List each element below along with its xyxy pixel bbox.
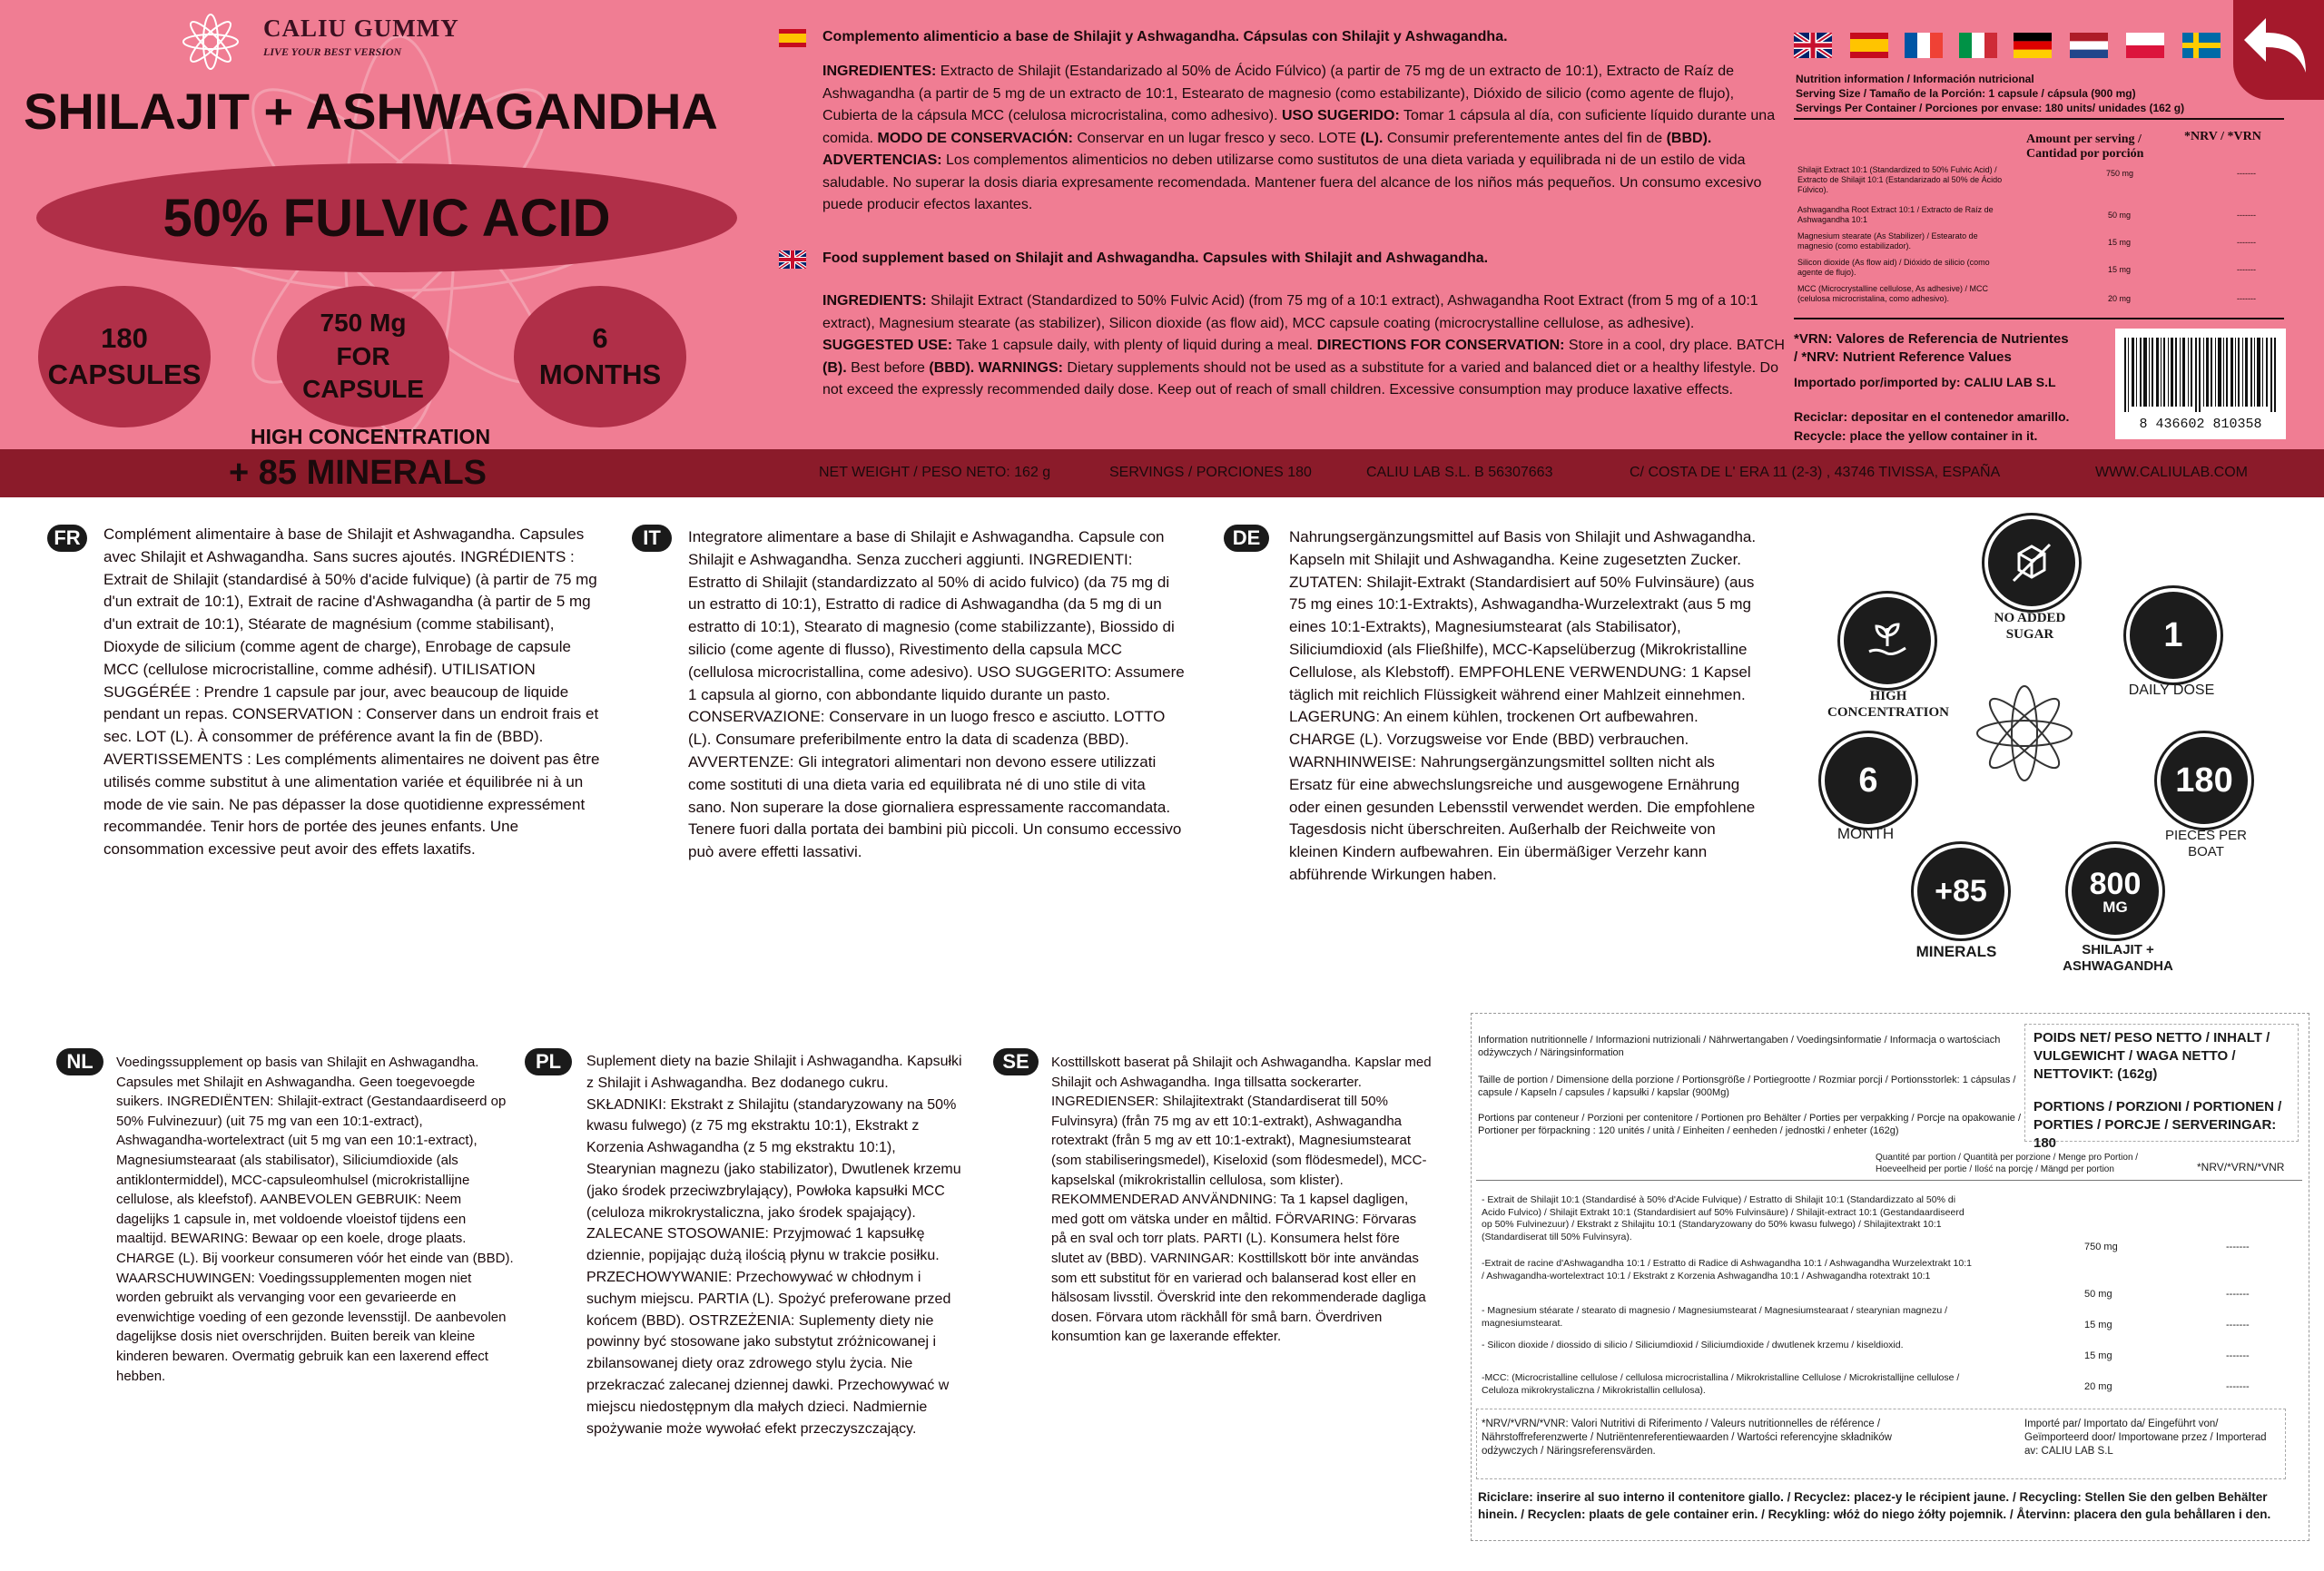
nutrition-row-name: Silicon dioxide (As flow aid) / Dióxido de silicio (como agente de flujo). (1797, 258, 1990, 277)
pieces-badge (2157, 733, 2251, 828)
capsules-badge (38, 286, 211, 427)
badge-value: 180 (101, 321, 148, 354)
minerals-value: +85 (1935, 873, 1987, 908)
en-text: Best before (851, 359, 925, 376)
vrn-line: / *NRV: Nutrient Reference Values (1794, 349, 2012, 365)
badge-value: 750 Mg (320, 309, 407, 338)
en-label: INGREDIENTS: (822, 293, 927, 309)
recycle-en: Recycle: place the yellow container in it. (1794, 428, 2038, 443)
back-arrow-icon[interactable] (2242, 13, 2319, 78)
brand-name: CALIU GUMMY (263, 15, 459, 42)
sugar-cube-icon (2006, 537, 2057, 588)
se-text: Kosttillskott baserat på Shilajit och Ashwagandha. Kapslar med Shilajit och Ashwagandha. Inga tillsatta sockerarter. INGREDIENSER: Shilajitextrakt (Standardiserat till 50% Fulvinsyra) (från 75 mg av ett 10:1-extrakt), Ashwagandha rotextrakt (från 5 mg av ett 10:1-extrakt), Magnesiumstearat (som stabiliseringsmedel), Kiseloxid (som flödesmedel), MCC-kapselskal (mikrokristallin cellulosa, som klister). REKOMMENDERAD ANVÄNDNING: Ta 1 kapsel dagligen, med gott om vätska under en måltid. FÖRVARING: Förvaras på en sval och torr plats. PARTI (L). Konsumera helst före slutet av (BBD). VARNINGAR: Kosttillskott bör inte användas som ett substitut för en varierad och balanserad kost eller en hälsosam livsstil. Överskrid inte den rekommenderade dagliga dosen. Förvara utom räckhåll för små barn. Överdriven konsumtion kan ge laxerande effekter. (1051, 1055, 1432, 1345)
divider (1476, 1180, 2302, 1181)
high-concentration-icon-label: HIGH CONCENTRATION (1827, 689, 1949, 720)
nutrition-row-amount: 50 mg (2108, 211, 2132, 220)
col-nrv-header: *NRV / *VRN (2184, 130, 2261, 143)
es-body (822, 61, 1785, 217)
barcode-bars-icon (2124, 338, 2277, 412)
nutrition-row-nrv: ------- (2237, 238, 2256, 247)
en-body (822, 290, 1785, 402)
en-label: DIRECTIONS FOR CONSERVATION: (1316, 338, 1565, 353)
daily-dose-badge (2126, 588, 2221, 682)
month-value: 6 (1858, 761, 1878, 800)
en-text: Dietary supplements should not be used as a substitute for a varied and balanced diet or a healthy lifestyle. Do not exceed the expressly recommended daily dose. Keep out of reach of small children. Excessive consumption may produce laxative effects. (822, 359, 1778, 398)
lang-tag-it: IT (632, 525, 672, 552)
nutrition-row-amount: 20 mg (2108, 294, 2132, 303)
daily-dose-label: DAILY DOSE (2128, 682, 2215, 698)
portions-text: PORTIONS / PORZIONI / PORTIONEN / PORTIES / PORCJE / SERVERINGAR: 180 (2034, 1099, 2282, 1151)
multi-imported-by: Importé par/ Importato da/ Eingeführt von/ Geïmporteerd door/ Importowane przez / Importerad av: CALIU LAB S.L (2024, 1419, 2267, 1457)
barcode (2115, 329, 2286, 439)
nutrition-title: Nutrition information / Información nutricional (1796, 73, 2034, 85)
pl-text: Suplement diety na bazie Shilajit i Ashwagandha. Kapsułki z Shilajit i Ashwagandha. Bez dodanego cukru. SKŁADNIKI: Ekstrakt z Shilajitu (standaryzowany na 50% kwasu fulwego) (z 75 mg ekstraktu 10:1), Ekstrakt z Korzenia Ashwagandha (z 5 mg ekstraktu 10:1), Stearynian magnezu (jako stabilizator), Dwutlenek krzemu (jako środek przeciwzbrylający), Powłoka kapsułki MCC (celuloza mikrokrystaliczna, jako środek spajający). ZALECANE STOSOWANIE: Przyjmować 1 kapsułkę dziennie, popijając dużą ilością płynu w trakcie posiłku. PRZECHOWYWANIE: Przechowywać w chłodnym i suchym miejscu. PARTIA (L). Spożyć preferowane przed końcem (BBD). OSTRZEŻENIA: Suplementy diety nie powinny być stosowane jako substytut zróżnicowanej i zbilansowanej diety oraz zdrowego stylu życia. Nie przekraczać zalecanej dziennej dawki. Przechowywać w miejscu niedostępnym dla małych dzieci. Nadmiernie spożywanie może wywołać efekt przeczyszczający. (586, 1054, 962, 1437)
multi-nutrition-serving: Taille de portion / Dimensione della porzione / Portionsgröße / Portiegrootte / Rozmiar porcji / Portionsstorlek: 1 cápsulas / capsule / Kapseln / capsules / kapsułki / kapslar (900Mg) (1478, 1075, 2016, 1098)
lang-tag-pl: PL (525, 1048, 572, 1075)
multi-row-name: - Silicon dioxide / diossido di silicio / Siliciumdioxid / Siliciumdioxide / dwutlenek krzemu / kiseldioxid. (1482, 1340, 1904, 1350)
es-label: ADVERTENCIAS: (822, 152, 942, 168)
nutrition-row-amount: 15 mg (2108, 238, 2132, 247)
en-label: WARNINGS: (978, 359, 1063, 376)
germany-flag-icon (2014, 33, 2052, 58)
nutrition-row-nrv: ------- (2237, 211, 2256, 220)
lotus-logo-icon (178, 9, 243, 74)
es-heading: Complemento alimenticio a base de Shilajit y Ashwagandha. Cápsulas con Shilajit y Ashwagandha. (822, 29, 1508, 44)
month-badge (1821, 733, 1915, 828)
divider (1794, 318, 2284, 319)
spain-flag-icon (1850, 33, 1888, 58)
fulvic-banner (36, 163, 737, 272)
multi-nrv-note: *NRV/*VRN/*VNR: Valori Nutritivi di Riferimento / Valeurs nutritionnelles de référence / Nährstoffreferenzwerte / Nutriëntenreferentiewaarden / Wartości referencyjne składników odżywczych / Näringsreferensvärden. (1482, 1419, 1892, 1457)
lang-tag-se: SE (993, 1048, 1039, 1075)
uk-flag-icon (779, 250, 806, 269)
mg-badge (2068, 844, 2162, 938)
vrn-note (1794, 330, 2069, 367)
divider (1794, 118, 2284, 120)
badge-label: MONTHS (538, 358, 662, 390)
multi-recycle: Riciclare: inserire al suo interno il contenitore giallo. / Recyclez: placez-y le récipient jaune. / Recycling: Stellen Sie den gelben Behälter hinein. / Recyclen: plaats de gele container erin. / Recykling: włóż do niego żółty pojemnik. / Återvinn: placera den gula behållaren i den. (1478, 1490, 2271, 1521)
nutrition-row-name: Shilajit Extract 10:1 (Standardized to 50% Fulvic Acid) / Extracto de Shilajit 10:1 (Estandarizado al 50% de Ácido Fúlvico). (1797, 165, 2003, 194)
lang-tag-fr: FR (47, 525, 87, 552)
netherlands-flag-icon (2070, 33, 2108, 58)
multi-col-amount-header: Quantité par portion / Quantità per porzione / Menge pro Portion / Hoeveelheid per portie / Ilość na porcję / Mängd per portion (1876, 1153, 2139, 1174)
daily-dose-value: 1 (2163, 615, 2183, 654)
es-text: Tomar 1 cápsula al día, con suficiente líquido durante una comida. (822, 108, 1776, 146)
high-concentration-label: HIGH CONCENTRATION (251, 425, 491, 448)
mg-value: 800 (2089, 866, 2142, 901)
nutrition-per-container: Servings Per Container / Porciones por envase: 180 units/ unidades (162 g) (1796, 102, 2185, 114)
month-label: MONTH (1837, 825, 1895, 842)
fr-text: Complément alimentaire à base de Shilajit et Ashwagandha. Capsules avec Shilajit et Ashwagandha. Sans sucres ajoutés. INGRÉDIENTS : Extrait de Shilajit (standardisé à 50% d'acide fulvique) (à partir de 75 mg d'un extrait de 10:1), Extrait de racine d'Ashwagandha (à partir de 5 mg d'un extrait de 10:1), Stéarate de magnésium (comme stabilisant), Dioxyde de silicium (comme agent de charge), Enrobage de capsule MCC (cellulose microcristalline, comme adhésif). UTILISATION SUGGÉRÉE : Prendre 1 capsule par jour, avec beaucoup de liquide pendant un repas. CONSERVATION : Conserver dans un endroit frais et sec. LOT (L). À consommer de préférence avant la fin de (BBD). AVERTISSEMENTS : Les compléments alimentaires ne doivent pas être utilisés comme substitut à une alimentation variée et équilibrée ni à un mode de vie sain. Ne pas dépasser la dose quotidienne expressément recommandée. Tenir hors de portée des jeunes enfants. Une consommation excessive peut avoir des effets laxatifs. (103, 525, 600, 859)
multi-row-nrv: ------- (2226, 1381, 2250, 1392)
col-amount-header: Amount per serving / Cantidad por porción (2026, 133, 2144, 161)
footer-website[interactable]: WWW.CALIULAB.COM (2095, 465, 2249, 480)
multi-row-amount: 15 mg (2084, 1350, 2112, 1361)
de-text: Nahrungsergänzungsmittel auf Basis von Shilajit und Ashwagandha. Kapseln mit Shilajit und Ashwagandha. Keine zugesetzten Zucker. ZUTATEN: Shilajit-Extrakt (Standardisiert auf 50% Fulvinsäure) (aus 75 mg eines 10:1-Extrakts), Ashwagandha-Wurzelextrakt (aus 5 mg eines 10:1-Extrakts), Magnesiumstearat (als Stabilisator), Siliciumdioxid (als Fließhilfe), MCC-Kapselüberzug (Mikrokristalline Cellulose, als Klebstoff). EMPFOHLENE VERWENDUNG: 1 Kapsel täglich mit reichlich Flüssigkeit während einer Mahlzeit einnehmen. LAGERUNG: An einem kühlen, trockenen Ort aufbewahren. CHARGE (L). Vorzugsweise vor Ende (BBD) verbrauchen. WARNHINWEISE: Nahrungsergänzungsmittel sollten nicht als Ersatz für eine abwechslungsreiche und ausgewogene Ernährung oder einen gesunden Lebensstil verwendet werden. Die empfohlene Tagesdosis nicht überschreiten. Außerhalb der Reichweite von kleinen Kindern aufbewahren. Ein übermäßiger Verzehr kann abführende Wirkungen haben. (1289, 528, 1757, 883)
multi-row-amount: 15 mg (2084, 1320, 2112, 1330)
badge-label: CAPSULES (47, 358, 202, 390)
badge-label: FOR (336, 341, 390, 370)
product-title: SHILAJIT + ASHWAGANDHA (24, 83, 718, 140)
multi-row-nrv: ------- (2226, 1350, 2250, 1361)
nutrition-row-name: Magnesium stearate (As Stabilizer) / Estearato de magnesio (como estabilizador). (1797, 231, 1978, 250)
en-heading: Food supplement based on Shilajit and Ashwagandha. Capsules with Shilajit and Ashwagandha. (822, 250, 1489, 266)
multi-row-amount: 750 mg (2084, 1242, 2118, 1252)
en-text: Shilajit Extract (Standardized to 50% Fulvic Acid) (from 75 mg of a 10:1 extract), Ashwagandha Root Extract (from 5 mg of a 10:1 extract), Magnesium stearate (as stabilizer), Silicon dioxide (as flow aid), MCC capsule coating (microcrystalline cellulose, as adhesive). (822, 293, 1758, 331)
uk-flag-icon (1794, 33, 1832, 58)
poland-flag-icon (2126, 33, 2164, 58)
nl-text: Voedingssupplement op basis van Shilajit en Ashwagandha. Capsules met Shilajit en Ashwagandha. Geen toegevoegde suikers. INGREDIËNTEN: Shilajit-extract (Gestandaardiseerd op 50% Fulvinezuur) (uit 75 mg van een 10:1-extract), Ashwagandha-wortelextract (uit 5 mg van een 10:1-extract), Magnesiumstearaat (als stabilisator), Siliciumdioxide (als antiklontermiddel), MCC-capsuleomhulsel (microkristallijne cellulose, als kleefstof). AANBEVOLEN GEBRUIK: Neem dagelijks 1 capsule in, met voldoende vloeistof tijdens een maaltijd. BEWARING: Bewaar op een koele, droge plaats. CHARGE (L). Bij voorkeur consumeren vóór het einde van (BBD). WAARSCHUWINGEN: Voedingssupplementen mogen niet worden gebruikt als vervanging voor een gevarieerde en evenwichtige voeding of een gezonde levensstijl. De aanbevolen dagelijkse dosis niet overschrijden. Buiten bereik van kleine kinderen bewaren. Overmatig gebruik kan een laxerend effect hebben. (116, 1055, 514, 1384)
net-weight-text: POIDS NET/ PESO NETTO / INHALT / VULGEWICHT / WAGA NETTO / NETTOVIKT: (162g) (2034, 1030, 2270, 1082)
shilajit-icon-label: SHILAJIT + ASHWAGANDHA (2063, 942, 2173, 974)
badge-value: 6 (592, 321, 608, 354)
es-text: Los complementos alimenticios no deben utilizarse como sustitutos de una dieta variada y equilibrada ni de un estilo de vida saludable. No superar la dosis diaria expresamente recomendada. Mantener fuera del alcance de los niños más pequeños. Un consumo excesivo puede producir efectos laxantes. (822, 152, 1762, 212)
footer-company: CALIU LAB S.L. B 56307663 (1366, 465, 1553, 480)
es-label: INGREDIENTES: (822, 64, 937, 79)
footer-net-weight: NET WEIGHT / PESO NETO: 162 g (819, 465, 1051, 480)
high-concentration-badge (1840, 594, 1935, 688)
nutrition-row-amount: 15 mg (2108, 265, 2132, 274)
es-text: Consumir preferentemente antes del fin de (1386, 130, 1663, 146)
no-sugar-label: NO ADDED SUGAR (1994, 611, 2066, 642)
es-text: Conservar en un lugar fresco y seco. LOTE (1077, 130, 1357, 146)
en-text: Store in a cool, dry place. BATCH (1568, 338, 1785, 353)
nutrition-row-nrv: ------- (2237, 294, 2256, 303)
it-text: Integratore alimentare a base di Shilajit e Ashwagandha. Capsule con Shilajit e Ashwagandha. Senza zuccheri aggiunti. INGREDIENTI: Estratto di Shilajit (standardizzato al 50% di acido fulvico) (da 75 mg di un estratto di 10:1), Estratto di radice di Ashwagandha (da 5 mg di un estratto di 10:1), Stearato di magnesio (come stabilizzante), Biossido di silicio (come agente di flusso), Rivestimento della capsula MCC (cellulosa microcristallina, come adesivo). USO SUGGERITO: Assumere 1 capsula al giorno, con abbondante liquido durante un pasto. CONSERVAZIONE: Conservare in un luogo fresco e asciutto. LOTTO (L). Consumare preferibilmente entro la data di scadenza (BBD). AVVERTENZE: Gli integratori alimentari non devono essere utilizzati come sostituti di una dieta varia ed equilibrata né di uno stile di vita sano. Non superare la dose giornaliera espressamente raccomandata. Tenere fuori dalla portata dei bambini più piccoli. Un consumo eccessivo può avere effetti lassativi. (688, 528, 1185, 861)
nutrition-row-amount: 750 mg (2106, 169, 2134, 178)
es-text: Extracto de Shilajit (Estandarizado al 50% de Ácido Fúlvico) (a partir de 75 mg de un extracto de 10:1), Extracto de Raíz de Ashwagandha (a partir de 5 mg de un extracto de 10:1, Estearato de magnesio (como estabilizante), Dióxido de silicio (como agente de flujo), Cubierta de la cápsula MCC (celulosa microcristalina, como adhesivo). (822, 64, 1735, 123)
multi-nutrition-title: Information nutritionnelle / Informazioni nutrizionali / Nährwertangaben / Voedingsinformatie / Informacja o wartościach odżywczych / Näringsinformation (1478, 1035, 2001, 1058)
en-label: (B). (822, 359, 847, 376)
hand-plant-icon (1862, 615, 1913, 666)
en-text: Take 1 capsule daily, with plenty of liquid during a meal. (956, 338, 1314, 353)
vrn-line: *VRN: Valores de Referencia de Nutrientes (1794, 331, 2069, 347)
multi-row-amount: 20 mg (2084, 1381, 2112, 1392)
spain-flag-icon (779, 29, 806, 47)
multi-row-name: - Extrait de Shilajit 10:1 (Standardisé à 50% d'Acide Fulvique) / Estratto di Shilajit 10:1 (Standardizzato al 50% di Acido Fulvico) / Shilajit Extrakt 10:1 (Standardisiert auf 50% Fulvinsäure) / Shilajit-extract 10:1 (Gestandaardiseerd op 50% Fulvinezuur) / Ekstrakt z Shilajitu 10:1 (Standaryzowany do 50% kwasu fulwego) / Shilajitextrakt 10:1 (Standardiserat till 50% Fulvinsyra). (1482, 1194, 1965, 1242)
nutrition-row-nrv: ------- (2237, 265, 2256, 274)
brand-tagline: LIVE YOUR BEST VERSION (263, 45, 402, 58)
nutrition-serving: Serving Size / Tamaño de la Porción: 1 capsule / cápsula (900 mg) (1796, 87, 2136, 100)
nutrition-row-name: MCC (Microcrystalline cellulose, As adhesive) / MCC (celulosa microcristalina, como adhesivo). (1797, 284, 1989, 303)
pieces-label: PIECES PER BOAT (2164, 828, 2248, 859)
es-label: (L). (1360, 130, 1384, 146)
sweden-flag-icon (2182, 33, 2221, 58)
recycle-es: Reciclar: depositar en el contenedor amarillo. (1794, 409, 2070, 424)
multi-row-nrv: ------- (2226, 1242, 2250, 1252)
en-label: SUGGESTED USE: (822, 338, 953, 353)
italy-flag-icon (1959, 33, 1997, 58)
multi-row-name: -Extrait de racine d'Ashwagandha 10:1 / Estratto di Radice di Ashwagandha 10:1 / Ashwagandha Wurzelextrakt 10:1 / Ashwagandha-wortelextract 10:1 / Ekstrakt z Korzenia Ashwagandha 10:1 / Ashwagandha rotextrakt 10:1 (1482, 1258, 1972, 1281)
lang-tag-de: DE (1224, 525, 1269, 552)
multi-row-nrv: ------- (2226, 1289, 2250, 1300)
fulvic-text: 50% FULVIC ACID (162, 188, 611, 248)
minerals-label: + 85 MINERALS (229, 454, 487, 492)
dose-badge (277, 286, 449, 427)
france-flag-icon (1905, 33, 1943, 58)
multi-nutrition-per-container: Portions par conteneur / Porzioni per contenitore / Portionen pro Behälter / Porties per verpakking / Porcje na opakowanie / Portioner per förpackning : 120 unités / unità / Einheiten / eenheden / jednostki / enheter (162g) (1478, 1113, 2022, 1136)
badge-label: CAPSULE (302, 375, 424, 404)
minerals-badge (1914, 844, 2008, 938)
pieces-value: 180 (2175, 761, 2233, 800)
multi-row-name: -MCC: (Microcristalline cellulose / cellulosa microcristallina / Mikrokristalline Cellulose / Microkristallijne cellulose / Celuloza mikrokrystaliczna / Mikrokristallin cellulosa). (1482, 1372, 1960, 1396)
imported-by: Importado por/imported by: CALIU LAB S.L (1794, 375, 2056, 389)
nutrition-row-nrv: ------- (2237, 169, 2256, 178)
es-label: (BBD). (1666, 130, 1712, 146)
months-badge (514, 286, 686, 427)
barcode-number: 8 436602 810358 (2139, 417, 2262, 432)
en-label: (BBD). (929, 359, 975, 376)
footer-servings: SERVINGS / PORCIONES 180 (1109, 465, 1312, 480)
mg-unit: MG (2102, 898, 2128, 916)
es-label: USO SUGERIDO: (1282, 108, 1400, 123)
multi-row-amount: 50 mg (2084, 1289, 2112, 1300)
multi-col-nrv-header: *NRV/*VRN/*VNR (2197, 1161, 2285, 1173)
es-label: MODO DE CONSERVACIÓN: (877, 130, 1073, 146)
lang-tag-nl: NL (56, 1048, 103, 1075)
minerals-icon-label: MINERALS (1915, 943, 1997, 960)
footer-address: C/ COSTA DE L' ERA 11 (2-3) , 43746 TIVISSA, ESPAÑA (1630, 465, 2001, 480)
multi-row-name: - Magnesium stéarate / stearato di magnesio / Magnesiumstearat / Magnesiumstearaat / stearynian magnezu / magnesiumstearat. (1482, 1305, 1948, 1329)
multi-row-nrv: ------- (2226, 1320, 2250, 1330)
nutrition-row-name: Ashwagandha Root Extract 10:1 / Extracto de Raíz de Ashwagandha 10:1 (1797, 205, 1994, 224)
no-sugar-badge (1984, 515, 2079, 610)
